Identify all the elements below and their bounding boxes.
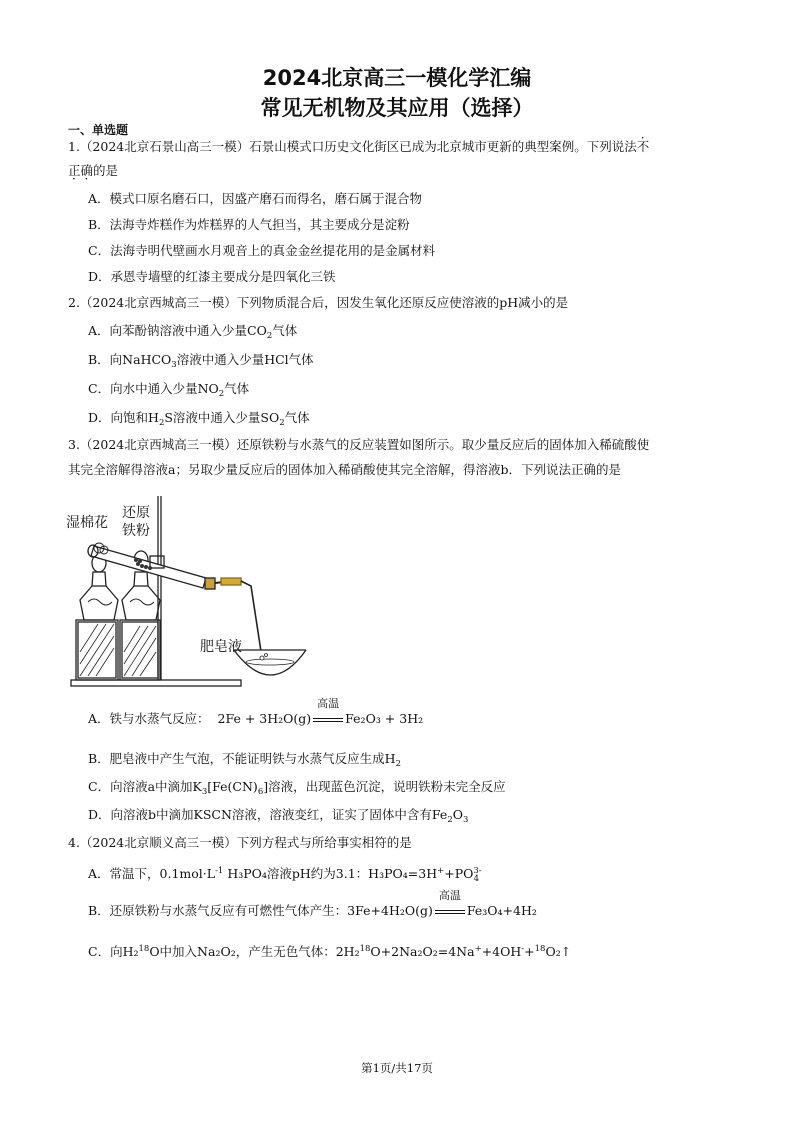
label-iron-powder-1: 还原 [122,505,150,521]
subscript: 2 [218,389,225,399]
section-heading: 一、单选题 [68,123,129,137]
subscript: 2 [447,815,453,825]
superscript: 18 [359,944,371,954]
q3-c-text: C．向溶液a中滴加K [88,779,202,794]
q1-stem-text: 1.（2024北京石景山高三一模）石景山模式口历史文化街区已成为北京城市更新的典型案例。下列说法 [68,139,637,154]
subscript: 2 [158,418,165,428]
label-soap-solution: 肥皂液 [200,639,242,655]
q2-b-text: 溶液中通入少量HCl气体 [176,352,314,367]
q1-option-d: D．承恩寺墙壁的红漆主要成分是四氧化三铁 [88,269,336,284]
document-title: 2024北京高三一模化学汇编 [262,66,532,90]
q4-c-text: O+2Na₂O₂=4Na [370,944,475,959]
q3-option-a [88,697,424,727]
q3-b-text: B．肥皂液中产生气泡，不能证明铁与水蒸气反应生成H [88,751,396,766]
q2-d-text: D．向饱和H [88,410,159,425]
q1-stem-cont [68,163,118,179]
q4-c-text: O₂↑ [545,944,572,959]
q2-option-b [88,352,314,373]
reaction-arrow [313,697,343,727]
document-subtitle: 常见无机物及其应用（选择） [260,96,534,120]
q4-c-text: + [524,944,535,959]
reaction-condition: 高温 [317,697,340,710]
q4-a-text: H₃PO₄溶液pH约为3.1：H₃PO₄=3H [223,866,438,881]
q1-emphasis-char: 正 [68,163,81,178]
q2-a-text: A．向苯酚钠溶液中通入少量CO [88,323,267,338]
q4-a-text: A．常温下，0.1mol·L [88,866,216,881]
label-iron-powder-2: 铁粉 [122,523,150,539]
subscript: 2 [395,759,402,769]
q3-stem-line2: 其完全溶解得溶液a；另取少量反应后的固体加入稀硝酸使其完全溶解，得溶液b．下列说法正确的是 [68,462,621,477]
q4-b-text: B．还原铁粉与水蒸气反应有可燃性气体产生：3Fe+4H₂O(g) [88,903,433,918]
label-wet-cotton: 湿棉花 [66,515,108,531]
equals-sign [313,718,343,722]
q2-d-text: S溶液中通入少量SO [164,410,280,425]
subscript: 4 [473,874,480,884]
q4-c-text: O中加入Na₂O₂，产生无色气体：2H₂ [149,944,360,959]
subscript: 6 [257,787,264,797]
q3-option-d [88,807,468,828]
q1-emphasis-char: 确 [80,163,94,178]
q3-d-text: O [452,807,463,822]
q1-stem [68,139,649,155]
q3-stem-line1: 3.（2024北京西城高三一模）还原铁粉与水蒸气的反应装置如图所示。取少量反应后的固体加入稀硫酸使 [68,437,650,452]
equals-sign [435,910,465,914]
superscript: - [521,944,525,954]
superscript: + [474,944,482,954]
superscript: -1 [215,866,224,876]
q2-c-text: C．向水中通入少量NO [88,381,219,396]
apparatus-figure [66,490,446,690]
superscript: 18 [534,944,546,954]
q4-option-c [88,941,571,960]
q4-c-text: +4OH [481,944,522,959]
equation-right: Fe₂O₃ + 3H₂ [345,711,424,726]
q2-b-text: B．向NaHCO [88,352,172,367]
q1-stem-text: 的是 [93,163,119,178]
q2-d-text: 气体 [284,410,310,425]
subscript: 3 [201,787,208,797]
superscript: 3- [473,866,482,876]
q3-c-text: ]溶液，出现蓝色沉淀，说明铁粉未完全反应 [263,779,506,794]
reaction-condition: 高温 [438,889,461,902]
q4-stem: 4.（2024北京顺义高三一模）下列方程式与所给事实相符的是 [68,835,412,850]
subscript: 2 [279,418,285,428]
page-number: 第1页/共17页 [361,1061,433,1075]
q2-stem: 2.（2024北京西城高三一模）下列物质混合后，因发生氧化还原反应使溶液的pH减小的是 [68,295,569,310]
q2-option-a [88,323,297,344]
q2-c-text: 气体 [224,381,250,396]
q3-c-text: [Fe(CN) [207,779,258,794]
q2-option-c [88,381,249,402]
subscript: 2 [266,331,273,341]
q3-d-text: D．向溶液b中滴加KSCN溶液，溶液变红，证实了固体中含有Fe [88,807,448,822]
q2-a-text: 气体 [272,323,298,338]
q1-option-a: A．模式口原名磨石口，因盛产磨石而得名，磨石属于混合物 [88,191,423,206]
q2-option-d [88,410,310,431]
q3-a-text: A．铁与水蒸气反应： [88,711,210,726]
subscript: 3 [463,815,469,825]
q4-option-b [88,889,537,919]
equation-left: 2Fe + 3H₂O(g) [217,711,312,726]
q1-emphasis-char: 不 [636,139,650,154]
q4-option-a [88,863,482,887]
q4-c-text: C．向H₂ [88,944,139,959]
subscript: 3 [171,360,177,370]
q3-option-c [88,779,506,800]
q4-a-text: +PO [444,866,474,881]
q4-b-text: Fe₃O₄+4H₂ [466,903,537,918]
q1-option-b: B．法海寺炸糕作为炸糕界的人气担当，其主要成分是淀粉 [88,217,410,232]
superscript: 18 [138,944,150,954]
superscript: + [437,866,445,876]
reaction-arrow [435,889,465,919]
q3-option-b [88,751,401,772]
q1-option-c: C．法海寺明代壁画水月观音上的真金金丝提花用的是金属材料 [88,243,436,258]
